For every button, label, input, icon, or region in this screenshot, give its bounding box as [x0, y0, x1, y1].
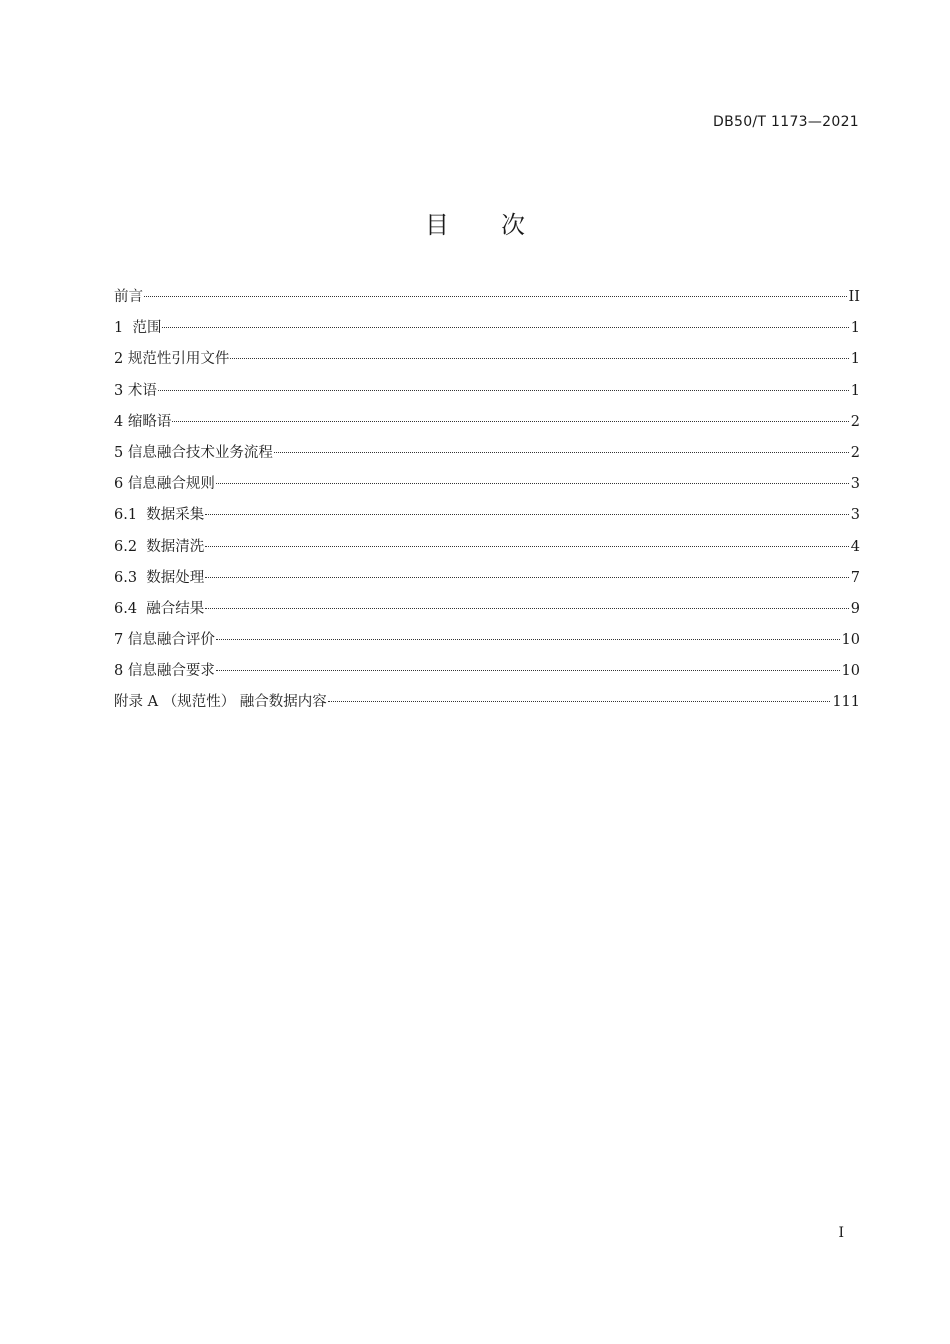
toc-entry-fusion-evaluation[interactable] [114, 629, 860, 660]
toc-entry-page: 111 [832, 694, 860, 711]
toc-entry-page: 1 [850, 382, 860, 399]
toc-leader-dots [328, 701, 831, 702]
toc-entry-text: 前言 [114, 289, 143, 305]
toc-leader-dots [158, 390, 849, 391]
toc-leader-dots [216, 639, 840, 640]
toc-leader-dots [144, 296, 847, 297]
toc-entry-text: 6.1 数据采集 [114, 507, 205, 524]
toc-entry-page: 9 [850, 600, 860, 617]
toc-entry-foreword[interactable] [114, 286, 860, 317]
toc-leader-dots [162, 327, 848, 328]
toc-entry-text: 4 缩略语 [114, 413, 172, 430]
toc-entry-page: 4 [850, 538, 860, 555]
toc-entry-text: 6 信息融合规则 [114, 476, 215, 493]
toc-leader-dots [274, 452, 849, 453]
toc-leader-dots [230, 358, 848, 359]
toc-entry-page: 2 [850, 413, 860, 430]
toc-entry-text: 8 信息融合要求 [114, 663, 215, 680]
toc-leader-dots [172, 421, 848, 422]
toc-entry-page: 1 [850, 320, 860, 337]
toc-entry-page: 2 [850, 444, 860, 461]
toc-entry-text: 3 术语 [114, 382, 157, 399]
table-of-contents [114, 286, 860, 723]
toc-entry-text: 7 信息融合评价 [114, 632, 215, 649]
toc-entry-business-process[interactable] [114, 442, 860, 473]
toc-leader-dots [205, 514, 848, 515]
toc-entry-text: 附录 A （规范性） 融合数据内容 [114, 694, 327, 711]
toc-entry-page: II [848, 289, 860, 305]
toc-leader-dots [205, 608, 848, 609]
toc-leader-dots [216, 483, 849, 484]
toc-entry-terms[interactable] [114, 380, 860, 411]
toc-entry-scope[interactable] [114, 317, 860, 348]
toc-entry-fusion-requirements[interactable] [114, 660, 860, 691]
toc-entry-fusion-results[interactable] [114, 598, 860, 629]
toc-entry-text: 5 信息融合技术业务流程 [114, 444, 273, 461]
toc-entry-fusion-rules[interactable] [114, 473, 860, 504]
toc-entry-text: 2 规范性引用文件 [114, 351, 230, 368]
toc-entry-text: 6.4 融合结果 [114, 600, 205, 617]
toc-title-char-1: 目 [425, 211, 449, 239]
toc-leader-dots [216, 670, 840, 671]
toc-title-char-2: 次 [501, 211, 525, 239]
toc-entry-page: 3 [850, 507, 860, 524]
toc-entry-text: 1 范围 [114, 320, 162, 337]
document-code: DB50/T 1173—2021 [713, 114, 859, 130]
toc-entry-text: 6.2 数据清洗 [114, 538, 205, 555]
toc-entry-appendix-a[interactable] [114, 691, 860, 722]
toc-entry-normative-references[interactable] [114, 348, 860, 379]
toc-entry-data-collection[interactable] [114, 504, 860, 535]
page-number: I [838, 1225, 844, 1241]
toc-entry-page: 10 [841, 632, 860, 649]
toc-entry-page: 1 [850, 351, 860, 368]
toc-leader-dots [205, 577, 848, 578]
toc-entry-data-processing[interactable] [114, 567, 860, 598]
toc-title [0, 205, 950, 240]
toc-entry-data-cleaning[interactable] [114, 536, 860, 567]
toc-entry-page: 3 [850, 476, 860, 493]
toc-leader-dots [205, 546, 848, 547]
toc-entry-text: 6.3 数据处理 [114, 569, 205, 586]
toc-entry-abbreviations[interactable] [114, 411, 860, 442]
toc-entry-page: 10 [841, 663, 860, 680]
toc-entry-page: 7 [850, 569, 860, 586]
